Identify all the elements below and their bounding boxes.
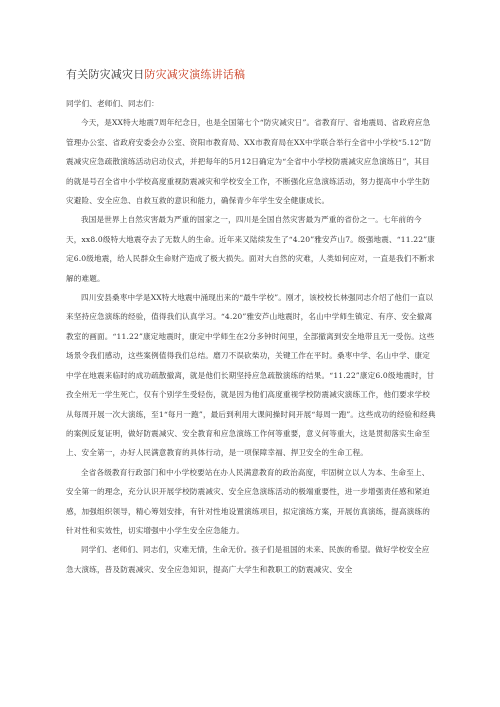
- greeting: 同学们、老师们、同志们：: [66, 99, 159, 108]
- paragraph-5: 同学们、老师们、同志们，灾难无情，生命无价。孩子们是祖国的未来、民族的希望。做好学校安全应急大演练，普及防震减灾、安全应急知识，提高广大学生和教职工的防震减灾、安全: [66, 545, 430, 574]
- paragraph-3: 四川安县桑枣中学是XX特大地震中涌现出来的“最牛学校”。刚才，该校校长林强同志介绍了他们一直以来坚持应急演练的经验，值得我们认真学习。“4.20”雅安芦山地震时，名山中学师生镇定、有序、安全撤离教室的画面。“11.22”康定地震时，康定中学师生在2分多钟时间里，全部撤离到安全地带且无一受伤。这些场景令我们感动，这些案例值得我们总结。磨刀不误砍柴功，关键工作在平时。桑枣中学、名山中学、康定中学在地震来临时的成功疏散撤离，就是他们长期坚持应急疏散演练的结果。“11.22”康定6.0级地震时，甘孜全州无一学生死亡，仅有个别学生受轻伤，就是因为他们高度重视学校防震减灾演练工作，他们要求学校从每周开展一次大演练，至1“每月一跑”，最后到利用大课间操时间开展“每周一跑”。这些成功的经验和经典的案例反复证明，做好防震减灾、安全教育和应急演练工作何等重要，意义何等重大，这是贯彻落实生命至上、安全第一，办好人民满意教育的具体行动，是一项保障幸福、捍卫安全的生命工程。: [66, 293, 436, 458]
- paragraph-4: 全省各级教育行政部门和中小学校要站在办人民满意教育的政治高度，牢固树立以人为本、生命至上、安全第一的理念，充分认识开展学校防震减灾、安全应急演练活动的极端重要性，进一步增强责任感和紧迫感，加强组织领导，精心筹划安排，有针对性地设置演练项目，拟定演练方案，开展仿真演练，提高演练的针对性和实效性，切实增强中小学生安全应急能力。: [66, 467, 430, 535]
- document-body: [66, 94, 436, 579]
- document-title: [66, 66, 245, 82]
- title-red-part: 防灾减灾演练讲话稿: [144, 68, 246, 81]
- title-black-part: 有关防灾减灾日: [66, 68, 145, 81]
- paragraph-2: 我国是世界上自然灾害最为严重的国家之一，四川是全国自然灾害最为严重的省份之一。七年前的今天，xx8.0级特大地震夺去了无数人的生命。近年来又陆续发生了“4.20”雅安芦山7。级强地震、“11.22”康定6.0级地震，给人民群众生命财产造成了极大损失。面对大自然的灾难，人类如何应对，一直是我们不断求解的难题。: [66, 215, 436, 283]
- paragraph-1: 今天，是XX特大地震7周年纪念日，也是全国第七个“防灾减灾日”。省教育厅、省地震局、省政府应急管理办公室、省政府安委会办公室、资阳市教育局、XX市教育局在XX中学联合举行全省中小学校“5.12”防震减灾应急疏散演练活动启动仪式，并把每年的5月12日确定为“全省中小学校防震减灾应急演练日”，其目的就是号召全省中小学校高度重视防震减灾和学校安全工作，不断强化应急演练活动，努力提高中小学生防灾避险、安全应急、自救互救的意识和能力，确保青少年学生安全健康成长。: [66, 118, 432, 206]
